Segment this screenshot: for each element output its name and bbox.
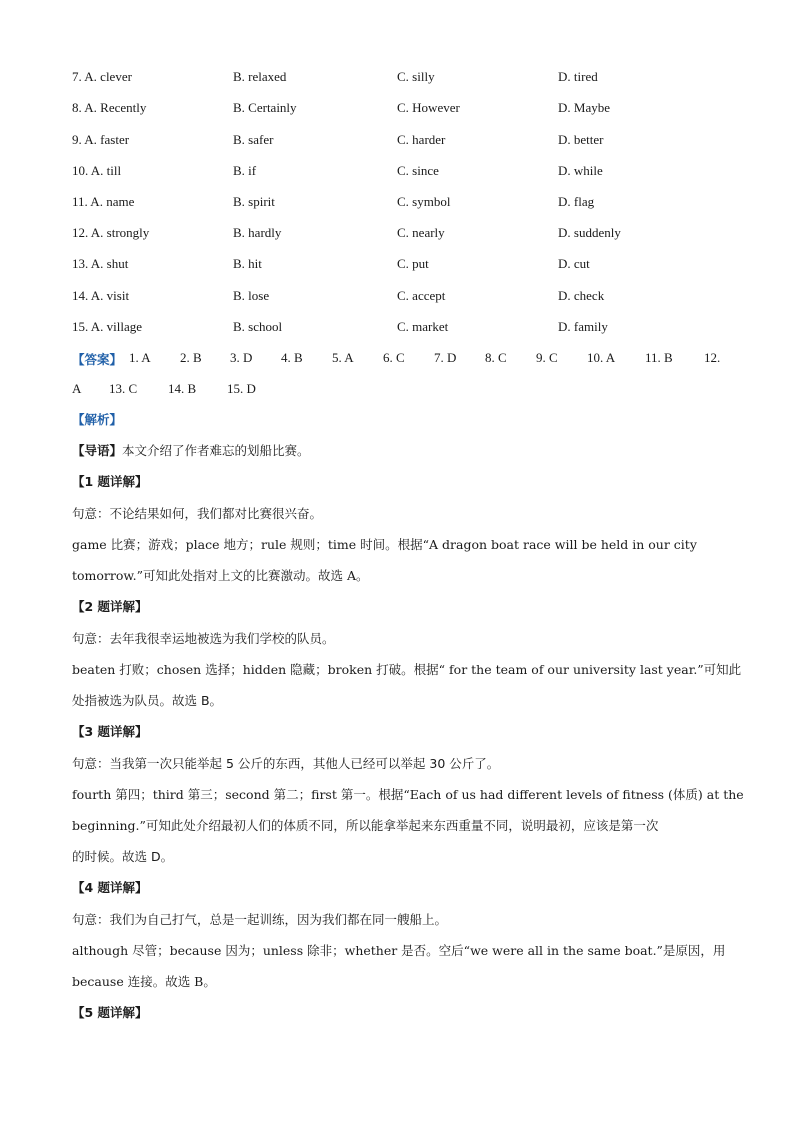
option-a: 10. A. till <box>72 163 122 178</box>
detail-text-line: fourth 第四；third 第三；second 第二；first 第一。根据“Each of us had different levels of fitness (体质) at the <box>72 787 744 802</box>
option-b: B. if <box>233 163 257 178</box>
option-a: 12. A. strongly <box>72 225 150 240</box>
option-c: C. symbol <box>397 194 451 209</box>
option-a: 15. A. village <box>72 319 143 334</box>
answer-item: 10. A <box>587 350 616 365</box>
detail-meaning-1: 句意：不论结果如何，我们都对比赛很兴奋。 <box>72 506 323 521</box>
option-c: C. silly <box>397 69 435 84</box>
option-d: D. family <box>558 319 608 334</box>
option-b: B. hit <box>233 256 262 271</box>
detail-text-line: because 连接。故选 B。 <box>72 974 216 989</box>
detail-text-line: tomorrow.”可知此处指对上文的比赛激动。故选 A。 <box>72 568 369 583</box>
detail-title-2: 【2 题详解】 <box>72 599 148 614</box>
option-b: B. safer <box>233 132 274 147</box>
answer-item: 6. C <box>383 350 405 365</box>
detail-meaning-2: 句意：去年我很幸运地被选为我们学校的队员。 <box>72 631 335 646</box>
option-row-15 <box>72 319 732 339</box>
answer-item: 3. D <box>230 350 253 365</box>
answer-item: 11. B <box>645 350 673 365</box>
answer-item: 4. B <box>281 350 303 365</box>
option-b: B. school <box>233 319 283 334</box>
detail-title-1: 【1 题详解】 <box>72 474 148 489</box>
option-c: C. However <box>397 100 460 115</box>
answer-item: 5. A <box>332 350 354 365</box>
option-c: C. accept <box>397 288 446 303</box>
answer-item: A <box>72 381 82 396</box>
option-row-7 <box>72 69 732 89</box>
detail-title-5: 【5 题详解】 <box>72 1005 148 1020</box>
answer-item: 8. C <box>485 350 507 365</box>
option-c: C. market <box>397 319 449 334</box>
option-c: C. since <box>397 163 439 178</box>
option-b: B. hardly <box>233 225 282 240</box>
option-d: D. suddenly <box>558 225 621 240</box>
answer-item: 1. A <box>129 350 151 365</box>
detail-title-4: 【4 题详解】 <box>72 880 148 895</box>
detail-text-line: 处指被选为队员。故选 B。 <box>72 693 223 708</box>
option-a: 9. A. faster <box>72 132 130 147</box>
option-d: D. better <box>558 132 604 147</box>
option-row-13 <box>72 256 732 276</box>
option-a: 13. A. shut <box>72 256 129 271</box>
answer-item: 13. C <box>109 381 138 396</box>
option-b: B. Certainly <box>233 100 297 115</box>
detail-text-line: beginning.”可知此处介绍最初人们的体质不同，所以能拿举起来东西重量不同，说明最初，应该是第一次 <box>72 818 659 833</box>
option-row-14 <box>72 288 732 308</box>
detail-text-line: beaten 打败；chosen 选择；hidden 隐藏；broken 打破。根据“ for the team of our university last year.”可知此 <box>72 662 742 677</box>
option-a: 8. A. Recently <box>72 100 147 115</box>
detail-text-line: game 比赛；游戏；place 地方；rule 规则；time 时间。根据“A dragon boat race will be held in our city <box>72 537 697 552</box>
option-d: D. tired <box>558 69 598 84</box>
option-c: C. nearly <box>397 225 445 240</box>
option-c: C. harder <box>397 132 446 147</box>
detail-text-line: 的时候。故选 D。 <box>72 849 174 864</box>
answer-item: 9. C <box>536 350 558 365</box>
option-b: B. spirit <box>233 194 275 209</box>
option-d: D. Maybe <box>558 100 610 115</box>
option-row-10 <box>72 163 732 183</box>
option-b: B. lose <box>233 288 270 303</box>
answer-label: 【答案】 <box>72 352 123 367</box>
detail-title-3: 【3 题详解】 <box>72 724 148 739</box>
option-b: B. relaxed <box>233 69 287 84</box>
answer-row <box>72 350 732 370</box>
option-row-8 <box>72 100 732 120</box>
option-a: 14. A. visit <box>72 288 130 303</box>
answer-item: 7. D <box>434 350 457 365</box>
option-a: 11. A. name <box>72 194 135 209</box>
detail-text-line: although 尽管；because 因为；unless 除非；whether 是否。空后“we were all in the same boat.”是原因，用 <box>72 943 726 958</box>
option-c: C. put <box>397 256 429 271</box>
option-d: D. flag <box>558 194 595 209</box>
answer-row-continued <box>72 381 732 401</box>
option-d: D. while <box>558 163 603 178</box>
option-d: D. check <box>558 288 605 303</box>
answer-item: 15. D <box>227 381 256 396</box>
option-row-9 <box>72 132 732 152</box>
option-row-11 <box>72 194 732 214</box>
answer-item: 14. B <box>168 381 197 396</box>
detail-meaning-4: 句意：我们为自己打气，总是一起训练，因为我们都在同一艘船上。 <box>72 912 448 927</box>
intro-label: 【导语】 <box>72 443 123 458</box>
detail-meaning-3: 句意：当我第一次只能举起 5 公斤的东西，其他人已经可以举起 30 公斤了。 <box>72 756 500 771</box>
option-row-12 <box>72 225 732 245</box>
intro-line <box>72 441 732 461</box>
answer-item: 2. B <box>180 350 202 365</box>
intro-text: 本文介绍了作者难忘的划船比赛。 <box>122 443 310 458</box>
option-d: D. cut <box>558 256 590 271</box>
option-a: 7. A. clever <box>72 69 132 84</box>
analysis-label: 【解析】 <box>72 412 123 427</box>
answer-item: 12. <box>704 350 721 365</box>
